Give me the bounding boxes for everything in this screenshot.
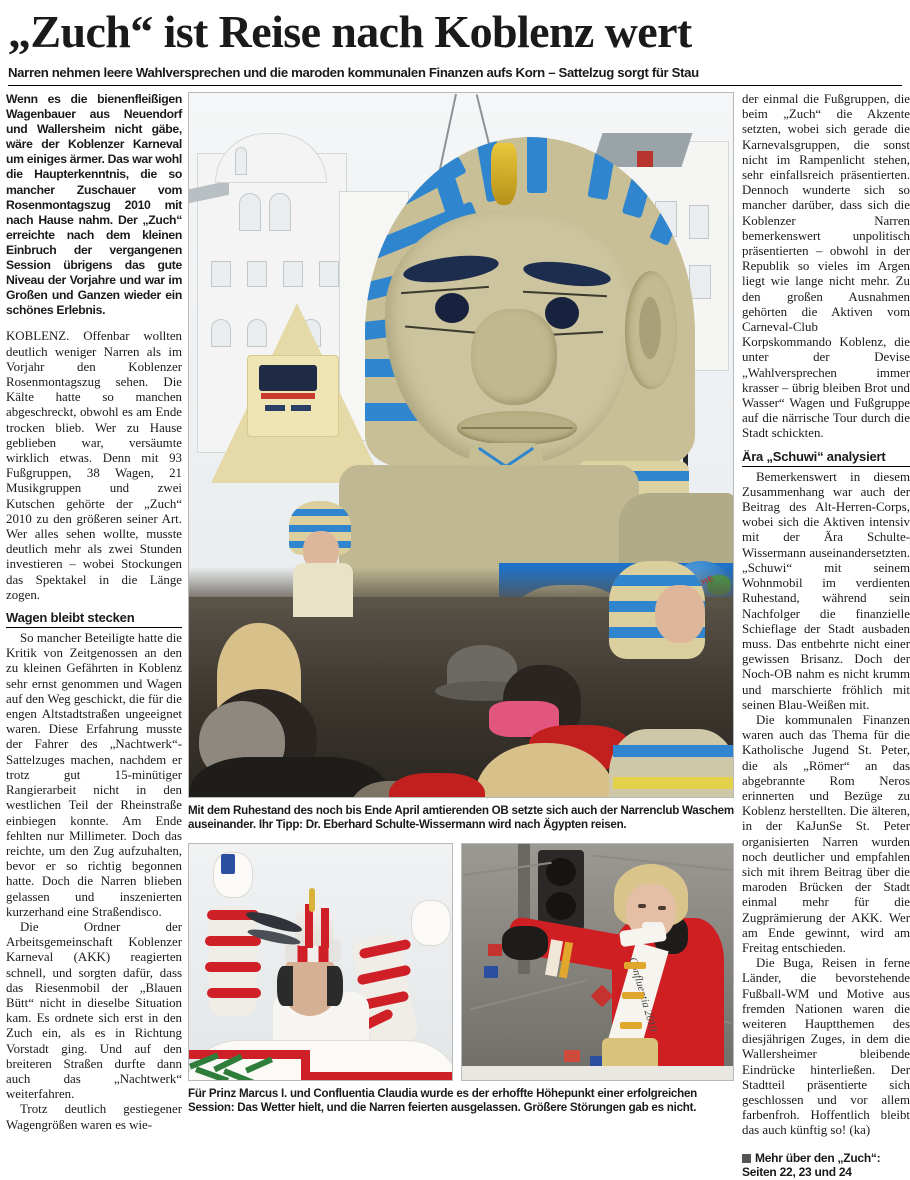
paragraph: der einmal die Fußgruppen, die beim „Zuch“ die Akzente setzten, wobei sich gerade die Karnevalsgruppen, die sonst nicht im Rampenlicht stehen, sehr einfallsreich präsentierten. Dennoch wunderte sich so mancher darüber, dass sich die Koblenzer Narren bemerkenswert unpolitisch präsentierten – obwohl in der Republik so vieles im Argen liegt wie lange nicht mehr. Zu den großen Ausnahmen gehörten die Aktiven vom Carneval-Club Korpskommando Koblenz, die unter der Devise „Wahlversprechen immer krasser – übrig bleiben Brot und Wasser“ Wagen und Fußgruppe auf die närrische Tour durch die Stadt schickten. bbox=[742, 92, 910, 441]
bottom-photo-caption: Für Prinz Marcus I. und Confluentia Claudia wurde es der erhoffte Höhepunkt einer erfolgreichen Session: Das Wetter hielt, und die Narren feierten ausgelassen. Größere Störungen gab es nicht. bbox=[188, 1086, 697, 1115]
subheading-wagen-bleibt-stecken: Wagen bleibt stecken bbox=[6, 610, 182, 628]
prince-arm-left bbox=[209, 906, 257, 1016]
costume-trim bbox=[205, 962, 261, 972]
sphinx-nose bbox=[471, 309, 557, 405]
thrown-candy bbox=[484, 966, 498, 978]
header-divider bbox=[8, 85, 902, 86]
left-body-text-2 bbox=[6, 631, 182, 1133]
paragraph: Die kommunalen Finanzen waren auch das Thema für die Katholische Jugend St. Peter, die als „Römer“ an das abgebrannte Rom Neros erinnerten und Bezüge zu Koblenz herstellten. Die älteren, in der KaJunSe St. Peter organisierten Narren wurden noch deutlicher und empfahlen sich mit ihrem Beitrag über die maroden Brücken der Stadt einmal mehr für die Zugprämierung der AKK. Wer am Ende gewinnt, wird am Freitag entschieden. bbox=[742, 712, 910, 955]
costume-trim bbox=[205, 936, 261, 946]
see-also-text: Mehr über den „Zuch“: Seiten 22, 23 und 24 bbox=[742, 1150, 881, 1180]
thrown-candy bbox=[564, 1050, 580, 1062]
main-photo-caption: Mit dem Ruhestand des noch bis Ende April amtierenden OB setzte sich auch der Narrenclub Waschem auseinander. Ihr Tipp: Dr. Eberhard Schulte-Wissermann wird nach Ägypten reisen. bbox=[188, 804, 734, 832]
jacket-button bbox=[620, 1022, 642, 1029]
article-columns bbox=[6, 92, 910, 1180]
spectator-scarf-red bbox=[389, 773, 485, 798]
left-text-column bbox=[6, 92, 188, 1133]
right-text-column bbox=[734, 92, 910, 1180]
sash-label: Confluentia 2010 bbox=[626, 955, 660, 1033]
float-edge bbox=[462, 1066, 734, 1081]
nemes-stripe bbox=[613, 745, 733, 757]
right-body-text-2 bbox=[742, 470, 910, 1139]
paragraph: So mancher Beteiligte hatte die Kritik von Zeitgenossen an den zu kleinen Gefährten in Koblenz sehr ernst genommen und Wagen auf den Weg geschickt, die für die engen Altstadtstraßen ungeeignet waren. Diese Erfahrung musste der Fahrer des „Nachtwerk“-Sattelzuges machen, nachdem er trotz gut 15-minütiger Rangierarbeit nicht in den westlichen Teil der Rheinstraße einbiegen konnte. Am Ende fehlten nur Millimeter. Doch das reichte, um den Zug aufzuhalten, bevor er so richtig begonnen hatte. Doch die Narren blieben gelassen und inszenierten kurzerhand eine Straßendisco. bbox=[6, 631, 182, 919]
sphinx-ear-inner bbox=[639, 297, 661, 359]
prince-cap-tip bbox=[309, 888, 315, 912]
traffic-light-lens bbox=[546, 892, 576, 920]
window bbox=[319, 261, 339, 287]
hieroglyph bbox=[261, 393, 315, 399]
costume-cape bbox=[293, 563, 353, 617]
subheading-aera-schuwi: Ära „Schuwi“ analysiert bbox=[742, 449, 910, 467]
bottom-photo-row bbox=[188, 843, 734, 1081]
bullet-square-icon bbox=[742, 1154, 751, 1163]
newspaper-page bbox=[0, 6, 910, 1180]
photo-confluentia-claudia bbox=[461, 843, 734, 1081]
paragraph: Trotz deutlich gestiegener Wagengrößen waren es wie- bbox=[6, 1102, 182, 1132]
candy-throw bbox=[221, 854, 235, 874]
costume-trim bbox=[207, 988, 261, 998]
sphinx-lip-line bbox=[461, 427, 573, 429]
hieroglyph bbox=[259, 365, 317, 391]
sphinx-eye-left bbox=[435, 293, 469, 323]
hieroglyph bbox=[291, 405, 311, 411]
sphinx-eye-right bbox=[545, 297, 579, 329]
prince-glove-right bbox=[411, 900, 451, 946]
jacket-button bbox=[622, 992, 644, 999]
thrown-candy bbox=[488, 944, 502, 956]
window bbox=[239, 193, 261, 231]
claudia-glove-left bbox=[502, 926, 548, 960]
hieroglyph bbox=[265, 405, 285, 411]
nemes-stripe bbox=[609, 575, 705, 586]
paragraph: Die Ordner der Arbeitsgemeinschaft Koblenzer Karneval (AKK) reagierten schnell, und sorgten dafür, dass das Riesenmobil der „Blauen Bütt“ nicht in dieselbe Situation kam. Es ordnete sich erst in den Zuch ein, als es in Richtung Vorstadt ging. Und auf den breiteren Straßen durfte dann auch das „Nachtwerk“ weiterfahren. bbox=[6, 919, 182, 1102]
main-photo-sphinx-float bbox=[188, 92, 734, 798]
page-subheadline: Narren nehmen leere Wahlversprechen und die maroden kommunalen Finanzen aufs Korn – Sattelzug sorgt für Stau bbox=[8, 65, 699, 80]
paragraph: KOBLENZ. Offenbar wollten deutlich weniger Narren als im Vorjahr den Koblenzer Rosenmontagszug sehen. Die Kälte hatte so manchen abgeschreckt, obwohl es am Ende trocken blieb. Wer zu Hause geblieben war, versäumte wirklich etwas. Denn mit 93 Fußgruppen, 38 Wagen, 21 Musikgruppen und zwei Kutschen gehörte der „Zuch“ 2010 zu den größeren seiner Art. Wer alles sehen wollte, musste deutlich mehr als zwei Stunden investieren – wobei Stockungen das Spektakel in die Länge zogen. bbox=[6, 329, 182, 602]
window bbox=[689, 265, 711, 299]
spectator-face bbox=[655, 585, 705, 643]
jacket-button bbox=[624, 962, 646, 969]
left-body-text bbox=[6, 329, 182, 603]
costume-stripe bbox=[613, 777, 733, 789]
window bbox=[211, 261, 231, 287]
prince-cap-stripe bbox=[321, 908, 329, 948]
paragraph: Bemerkenswert in diesem Zusammenhang war auch der Beitrag des Alt-Herren-Corps, wobei sich die Aktiven intensiv mit der Ära Schulte-Wissermann auseinandersetzten. „Schuwi“ mit seinem Wohnmobil im verdienten Ruhestand, während sein Nachfolger die finanzielle Schieflage der Stadt ausbaden muss. Das entbehrte nicht einer gewissen Brisanz. Doch der Noch-OB nahm es nicht krumm und marschierte fröhlich mit seinen Blau-Weißen mit. bbox=[742, 469, 910, 712]
window bbox=[283, 261, 303, 287]
float-stripe bbox=[301, 1072, 453, 1081]
article-lead: Wenn es die bienenfleißigen Wagenbauer aus Neuendorf und Wallersheim nicht gäbe, wäre der Koblenzer Karneval um einiges ärmer. Das war wohl die Haupterkenntnis, die so mancher Zuschauer vom Rosenmontagszug 2010 mit nach Hause nahm. Der „Zuch“ erreichte nach dem kleinen Einbruch der vergangenen Session übrigens das gute Niveau der Vorjahre und war im Großen und Ganzen wieder ein schönes Erlebnis. bbox=[6, 92, 182, 318]
claudia-eye bbox=[658, 906, 666, 910]
prince-hair bbox=[327, 966, 343, 1006]
photo-column bbox=[188, 92, 734, 1116]
window bbox=[689, 205, 709, 239]
see-also-tagline bbox=[742, 1151, 910, 1180]
photo-prinz-marcus bbox=[188, 843, 453, 1081]
window bbox=[247, 261, 267, 287]
window bbox=[235, 147, 247, 175]
claudia-eye bbox=[638, 904, 646, 908]
prince-hair bbox=[277, 966, 293, 1006]
paragraph: Die Buga, Reisen in ferne Länder, die bevorstehende Fußball-WM und Motive aus fremden Nationen waren die weiteren Hauptthemen des diesjährigen Zuges, in dem die Wallersheimer bleibende Eindrücke hinterließen. Der Stadtteil präsentierte sich geschlossen und vor allem farbenfroh. Hoffentlich bleibt das auch künftig so! (ka) bbox=[742, 956, 910, 1138]
nemes-stripe bbox=[527, 137, 547, 193]
uraeus-emblem bbox=[491, 143, 517, 205]
window bbox=[269, 193, 291, 231]
nemes-stripe bbox=[289, 509, 351, 516]
right-body-text bbox=[742, 92, 910, 442]
page-headline: „Zuch“ ist Reise nach Koblenz wert bbox=[8, 6, 692, 57]
